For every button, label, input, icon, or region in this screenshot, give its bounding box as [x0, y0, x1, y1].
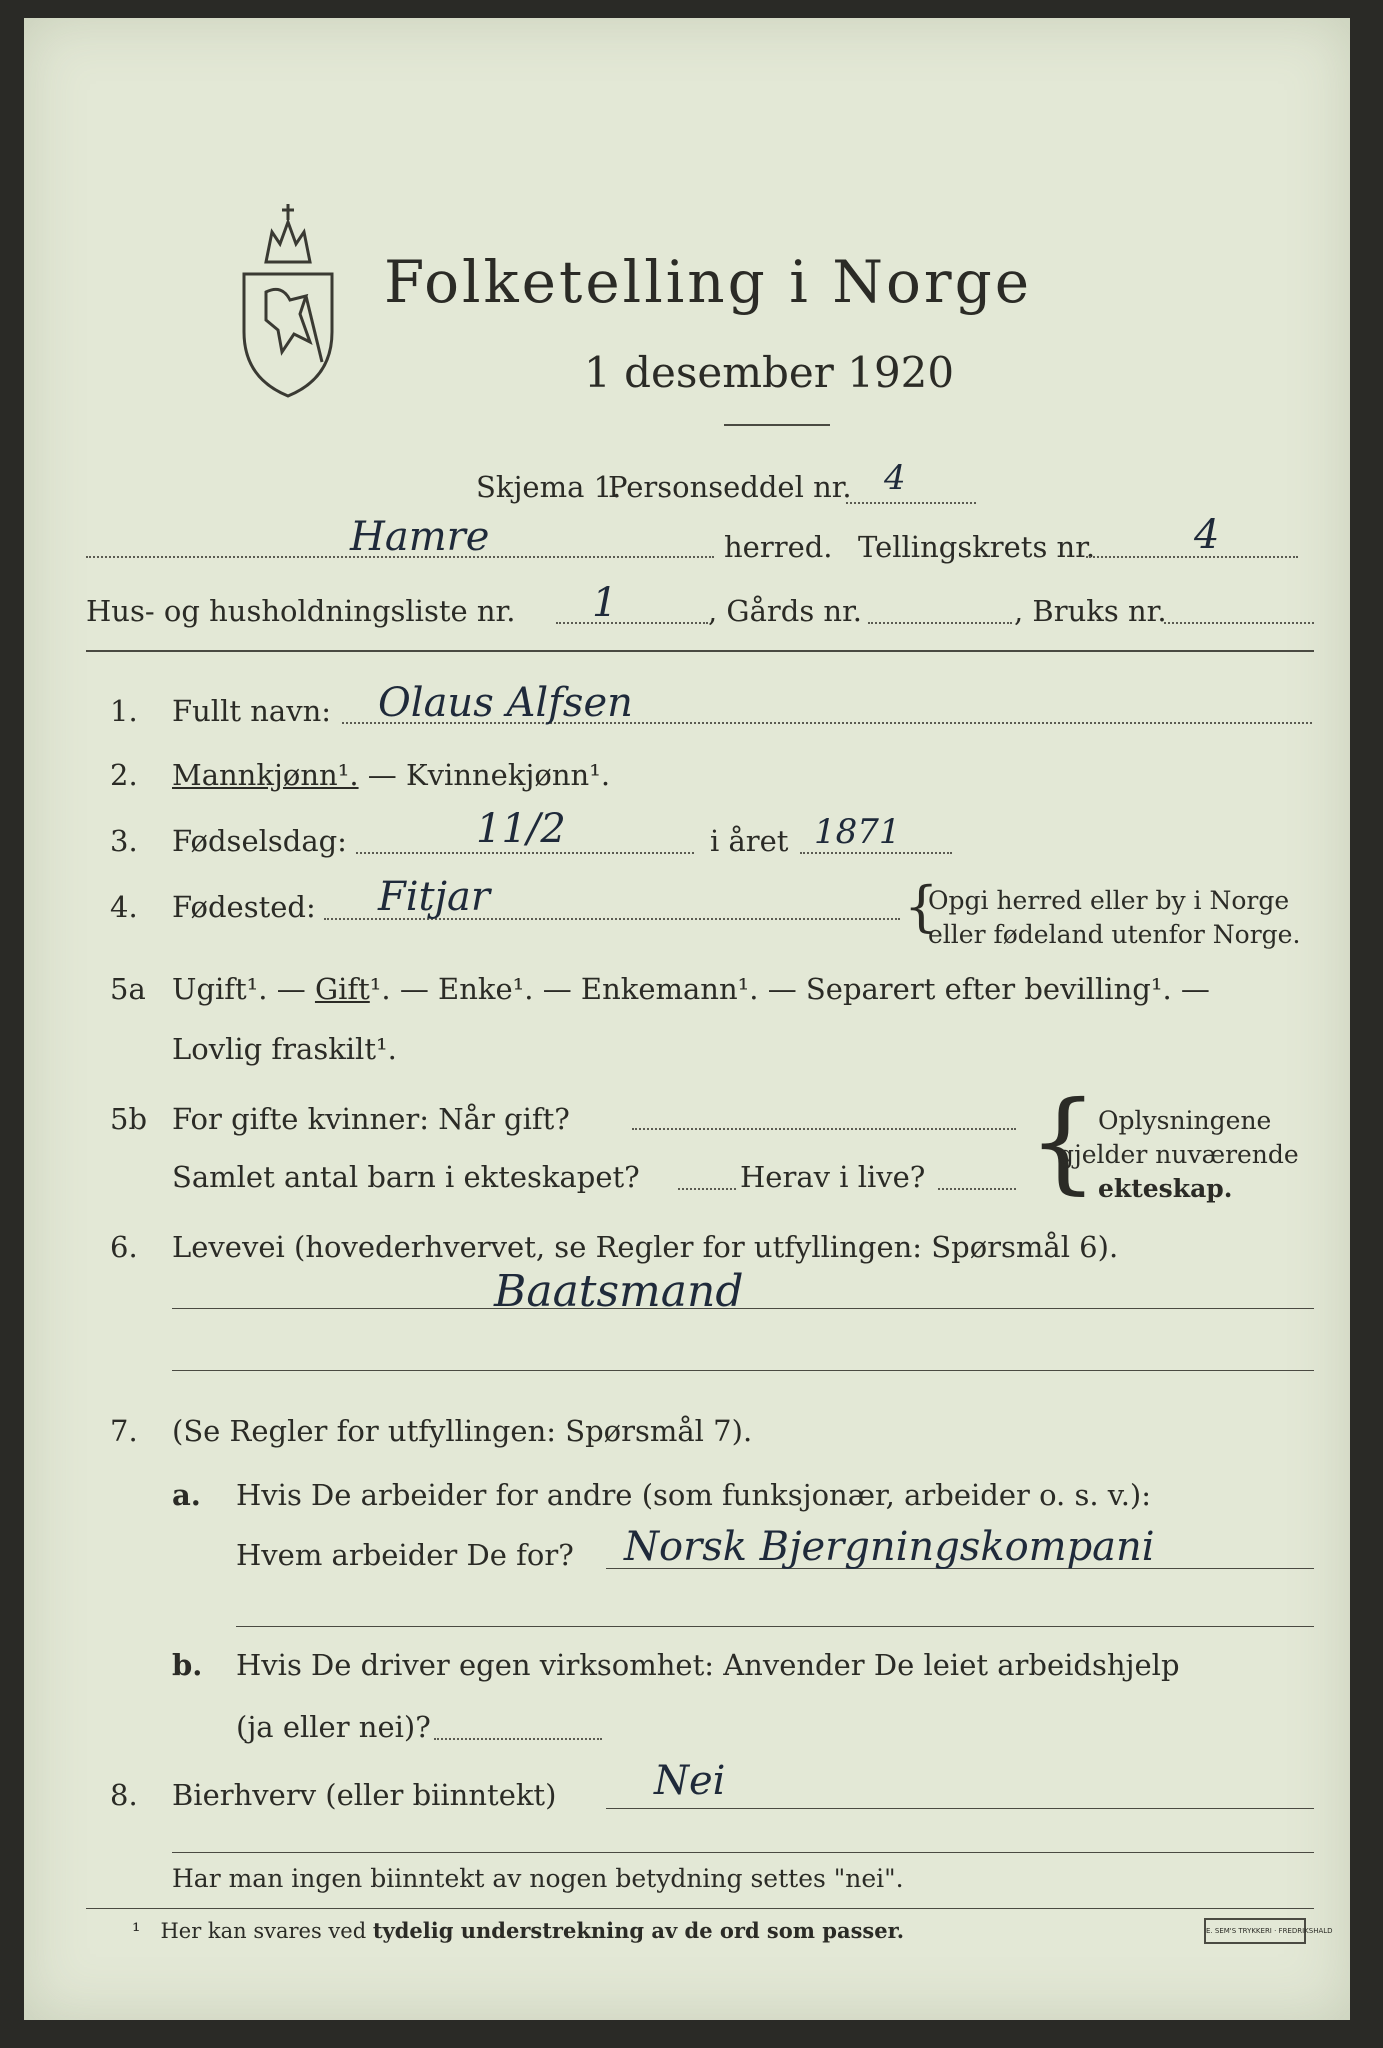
personseddel-field[interactable] — [846, 502, 976, 504]
fodselsdag-value: 11/2 — [476, 806, 566, 852]
footnote-number: ¹ — [132, 1919, 141, 1943]
footnote — [132, 1918, 904, 1943]
year-field[interactable] — [800, 852, 952, 854]
q5a-other-options[interactable]: ¹. — Enke¹. — Enkemann¹. — Separert efter bevilling¹. — — [369, 972, 1210, 1006]
q8-number: 8. — [110, 1778, 138, 1812]
herred-value: Hamre — [350, 514, 490, 560]
antal-barn-field[interactable] — [678, 1188, 736, 1190]
tellingskrets-field[interactable] — [1086, 556, 1298, 558]
q7b-letter: b. — [172, 1648, 203, 1682]
gards-field[interactable] — [868, 622, 1012, 624]
q7b-line-1: Hvis De driver egen virksomhet: Anvender De leiet arbeidshjelp — [236, 1648, 1180, 1682]
hus-value: 1 — [592, 580, 618, 626]
fodselsdag-field[interactable] — [356, 852, 694, 854]
footnote-text-a: Her kan svares ved — [160, 1919, 373, 1943]
levevei-field[interactable] — [172, 1308, 1314, 1309]
levevei-value: Baatsmand — [494, 1266, 744, 1317]
q5b-number: 5b — [110, 1102, 148, 1136]
q4-note-1: Opgi herred eller by i Norge — [928, 886, 1290, 915]
form-date: 1 desember 1920 — [584, 348, 955, 397]
q5b-note-3: ekteskap. — [1098, 1174, 1233, 1203]
census-form-sheet — [24, 18, 1350, 2020]
q2-separator: — — [358, 758, 406, 792]
footnote-text-b: tydelig understrekning av de ord som passer. — [372, 1918, 905, 1943]
footnote-separator — [86, 1908, 1314, 1909]
nar-gift-field[interactable] — [632, 1128, 1016, 1130]
hus-field[interactable] — [556, 622, 708, 624]
q7-number: 7. — [110, 1414, 138, 1448]
arbeidsgiver-value: Norsk Bjergningskompani — [624, 1524, 1155, 1570]
q5b-brace: { — [1028, 1077, 1098, 1205]
q5a-options — [172, 972, 1210, 1006]
q7a-line-1: Hvis De arbeider for andre (som funksjonær, arbeider o. s. v.): — [236, 1478, 1152, 1512]
q2-number: 2. — [110, 758, 138, 792]
gift-option[interactable]: Gift — [314, 972, 370, 1006]
herred-label: herred. — [724, 530, 833, 564]
q5b-line-2a: Samlet antal barn i ekteskapet? — [172, 1160, 640, 1194]
personseddel-label: Personseddel nr. — [608, 470, 852, 504]
q8-label: Bierhverv (eller biinntekt) — [172, 1778, 557, 1812]
q5a-number: 5a — [110, 972, 146, 1006]
bierhverv-value: Nei — [654, 1758, 726, 1804]
norwegian-coat-of-arms-icon — [236, 192, 340, 402]
year-value: 1871 — [814, 812, 901, 852]
arbeidsgiver-field-2[interactable] — [236, 1626, 1314, 1627]
q1-label: Fullt navn: — [172, 694, 332, 728]
q4-label: Fødested: — [172, 890, 316, 924]
q5b-note-1: Oplysningene — [1098, 1106, 1272, 1135]
bruks-label: , Bruks nr. — [1014, 594, 1167, 628]
q4-brace: { — [904, 875, 939, 938]
q4-note-2: eller fødeland utenfor Norge. — [928, 920, 1301, 949]
q6-label: Levevei (hovederhvervet, se Regler for utfyllingen: Spørsmål 6). — [172, 1230, 1119, 1264]
tellingskrets-label: Tellingskrets nr. — [858, 530, 1096, 564]
form-title: Folketelling i Norge — [384, 248, 1033, 316]
arbeidshjelp-field[interactable] — [434, 1738, 602, 1740]
bierhverv-field[interactable] — [606, 1808, 1314, 1809]
fodested-value: Fitjar — [378, 874, 490, 920]
kvinnekjonn-option[interactable]: Kvinnekjønn¹. — [406, 758, 611, 792]
year-label: i året — [710, 824, 789, 858]
skjema-label: Skjema 1. — [476, 470, 622, 504]
tellingskrets-value: 4 — [1194, 512, 1220, 558]
gards-label: , Gårds nr. — [708, 594, 862, 628]
personseddel-value: 4 — [884, 458, 906, 498]
fullt-navn-value: Olaus Alfsen — [378, 680, 633, 726]
q5b-note-2: gjelder nuværende — [1058, 1140, 1299, 1169]
q7a-line-2: Hvem arbeider De for? — [236, 1538, 574, 1572]
mannkjonn-option[interactable]: Mannkjønn¹. — [172, 758, 359, 792]
levevei-field-2[interactable] — [172, 1370, 1314, 1371]
herav-i-live-field[interactable] — [938, 1188, 1016, 1190]
printer-stamp: E. SEM'S TRYKKERI · FREDRIKSHALD — [1204, 1918, 1306, 1944]
q5b-line-2b: Herav i live? — [740, 1160, 926, 1194]
q5a-separator: — — [267, 972, 315, 1006]
lovlig-fraskilt-option[interactable]: Lovlig fraskilt¹. — [172, 1032, 397, 1066]
q5b-line-1: For gifte kvinner: Når gift? — [172, 1102, 570, 1136]
q7b-line-2: (ja eller nei)? — [236, 1710, 431, 1744]
q7a-letter: a. — [172, 1478, 201, 1512]
q1-number: 1. — [110, 694, 138, 728]
footer-separator — [172, 1852, 1314, 1853]
bruks-field[interactable] — [1164, 622, 1314, 624]
footer-note: Har man ingen biinntekt av nogen betydning settes "nei". — [172, 1864, 904, 1893]
q7-label: (Se Regler for utfyllingen: Spørsmål 7). — [172, 1414, 753, 1448]
q4-number: 4. — [110, 890, 138, 924]
q3-number: 3. — [110, 824, 138, 858]
q3-label: Fødselsdag: — [172, 824, 347, 858]
header-separator — [86, 650, 1314, 652]
q6-number: 6. — [110, 1230, 138, 1264]
hus-label: Hus- og husholdningsliste nr. — [86, 594, 516, 628]
title-divider — [724, 424, 830, 426]
ugift-option[interactable]: Ugift¹. — [172, 972, 268, 1006]
q2-options — [172, 758, 610, 792]
